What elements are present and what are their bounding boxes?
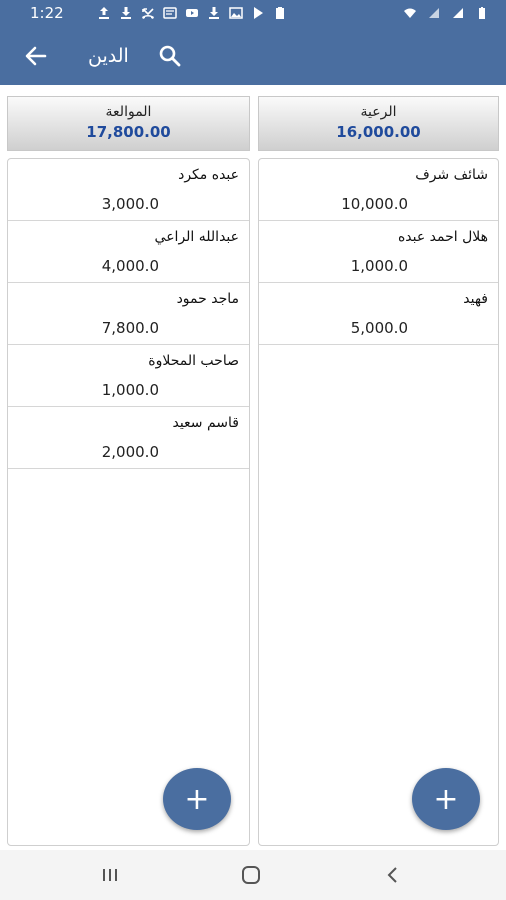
recents-icon [97, 862, 123, 888]
column-left-list [7, 158, 250, 846]
item-name: قاسم سعيد [172, 415, 239, 431]
home-button[interactable] [238, 862, 264, 888]
recents-button[interactable] [97, 862, 123, 888]
column-right-list [258, 158, 499, 846]
navigation-bar [0, 850, 506, 900]
youtube-icon [184, 5, 200, 21]
list-item[interactable] [8, 283, 249, 345]
item-amount: 1,000.0 [101, 381, 159, 399]
item-amount: 10,000.0 [341, 195, 408, 213]
status-time: 1:22 [30, 4, 64, 22]
page-title: الدين [88, 45, 129, 67]
notification-icons [96, 5, 288, 21]
upload-icon [96, 5, 112, 21]
item-name: ماجد حمود [176, 291, 239, 307]
plus-icon: + [184, 781, 210, 817]
column-right-label: الرعية [360, 104, 397, 120]
item-amount: 5,000.0 [350, 319, 408, 337]
back-button[interactable] [22, 42, 50, 70]
download-icon [118, 5, 134, 21]
item-name: صاحب المحلاوة [148, 353, 239, 369]
column-right-header[interactable] [258, 96, 499, 151]
item-name: هلال احمد عبده [397, 229, 488, 245]
column-left-label: الموالعة [105, 104, 152, 120]
column-left [7, 96, 250, 846]
item-name: عبدالله الراعي [154, 229, 239, 245]
item-name: فهيد [463, 291, 488, 307]
system-icons [402, 5, 490, 21]
battery-icon [474, 5, 490, 21]
add-button-right[interactable] [412, 768, 480, 830]
list-item[interactable] [259, 283, 498, 345]
item-amount: 4,000.0 [101, 257, 159, 275]
missed-call-icon [140, 5, 156, 21]
item-name: عبده مكرد [178, 167, 239, 183]
download-done-icon [206, 5, 222, 21]
play-store-icon [250, 5, 266, 21]
item-name: شائف شرف [415, 167, 488, 183]
network-icon [426, 5, 442, 21]
column-left-header[interactable] [7, 96, 250, 151]
column-left-total: 17,800.00 [86, 123, 171, 141]
plus-icon: + [433, 781, 459, 817]
list-item[interactable] [8, 407, 249, 469]
item-amount: 1,000.0 [350, 257, 408, 275]
item-amount: 3,000.0 [101, 195, 159, 213]
message-icon [162, 5, 178, 21]
status-bar [0, 0, 506, 28]
column-right [258, 96, 499, 846]
item-amount: 2,000.0 [101, 443, 159, 461]
arrow-back-icon [22, 42, 50, 70]
list-item[interactable] [259, 221, 498, 283]
wifi-icon [402, 5, 418, 21]
item-amount: 7,800.0 [101, 319, 159, 337]
column-right-total: 16,000.00 [336, 123, 421, 141]
signal-icon [450, 5, 466, 21]
chevron-left-icon [380, 862, 406, 888]
search-button[interactable] [156, 42, 184, 70]
image-icon [228, 5, 244, 21]
nav-back-button[interactable] [380, 862, 406, 888]
home-icon [238, 862, 264, 888]
list-item[interactable] [8, 221, 249, 283]
app-bar [0, 28, 506, 85]
list-item[interactable] [259, 159, 498, 221]
list-item[interactable] [8, 345, 249, 407]
search-icon [156, 42, 184, 70]
list-item[interactable] [8, 159, 249, 221]
add-button-left[interactable] [163, 768, 231, 830]
clipboard-icon [272, 5, 288, 21]
